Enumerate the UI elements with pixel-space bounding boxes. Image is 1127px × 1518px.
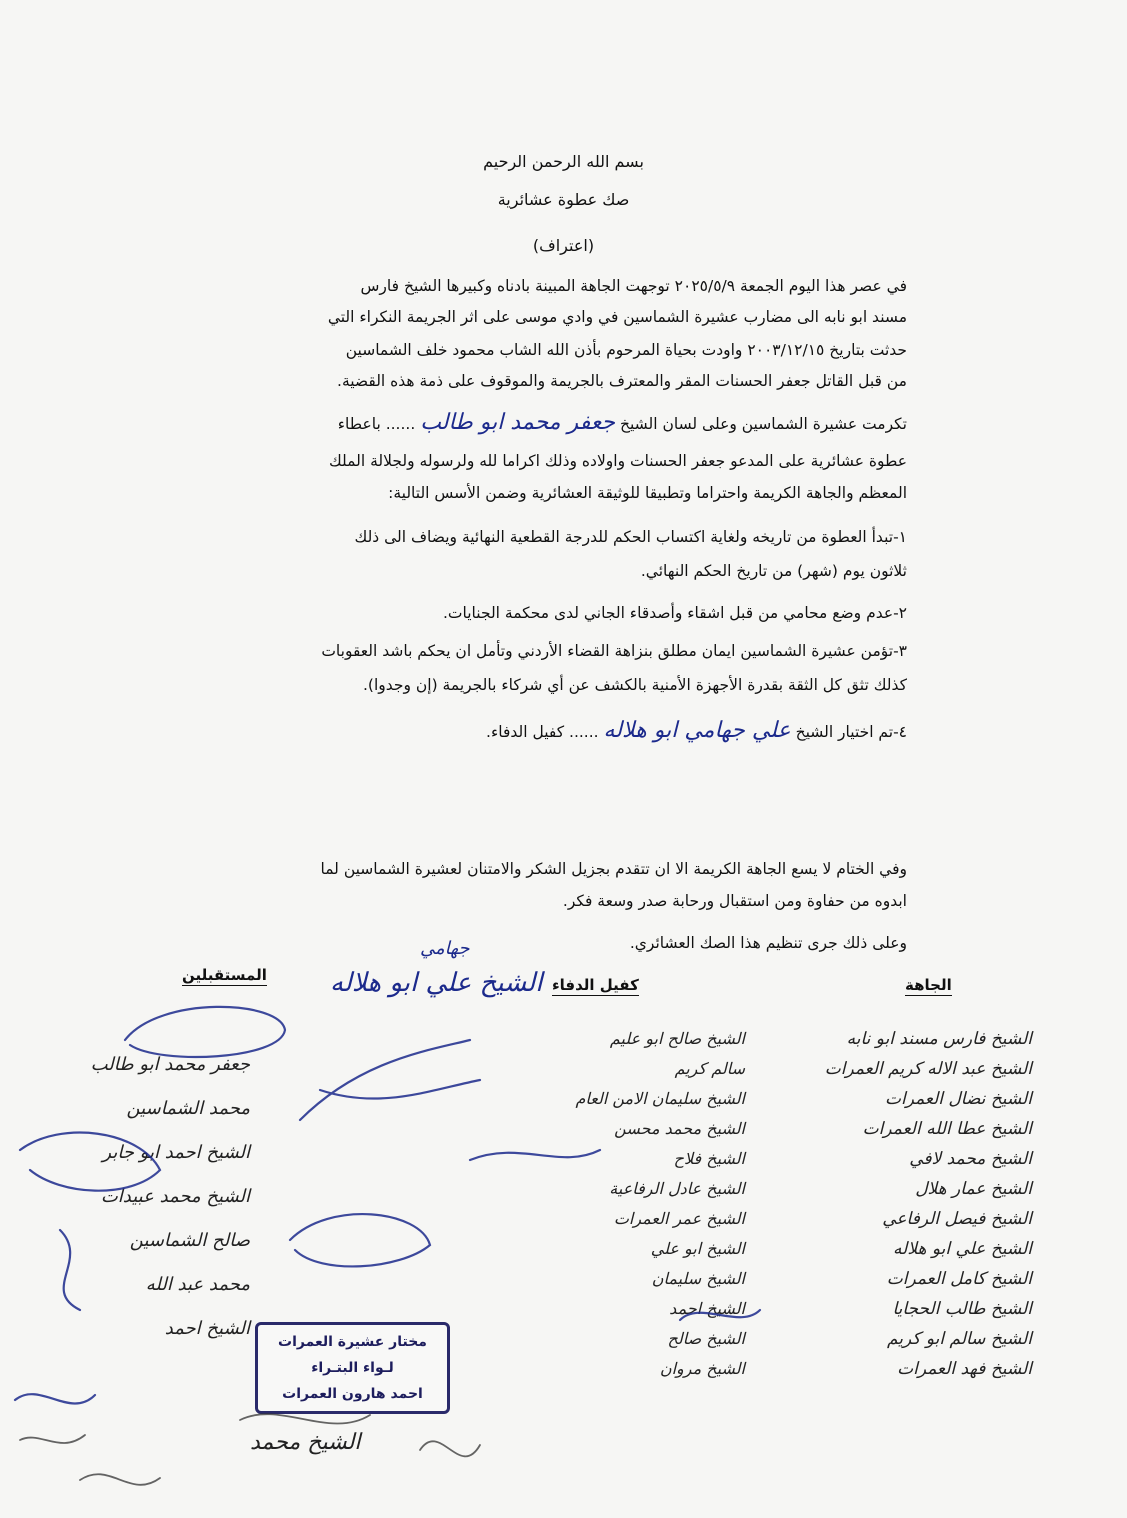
list-item: الشيخ علي ابو هلاله: [893, 1239, 1032, 1259]
jaha-signers-list: [732, 1024, 1032, 1384]
list-item: الشيخ سليمان الامن العام: [575, 1089, 745, 1108]
paragraph2-line-2: عطوة عشائرية على المدعو جعفر الحسنات واولاده وذلك اكراما لله ولرسوله ولجلالة الملك: [328, 452, 907, 470]
final-line: وعلى ذلك جرى تنظيم هذا الصك العشائري.: [629, 934, 907, 952]
list-item: الشيخ احمد: [164, 1318, 250, 1339]
handwritten-sheikh-name: جعفر محمد ابو طالب: [420, 410, 616, 435]
guarantor-signature-note: جهامي: [420, 938, 470, 959]
closing-line-1: وفي الختام لا يسع الجاهة الكريمة الا ان تتقدم بجزيل الشكر والامتنان لعشيرة الشماسين لما: [320, 860, 907, 878]
condition4-end: كفيل الدفاء.: [486, 723, 565, 741]
bottom-signature: الشيخ محمد: [250, 1430, 361, 1455]
list-item: محمد الشماسين: [126, 1098, 250, 1119]
condition-3-line-1: ٣-تؤمن عشيرة الشماسين ايمان مطلق بنزاهة القضاء الأردني وتأمل ان يحكم باشد العقوبات: [321, 642, 907, 660]
list-item: الشيخ محمد محسن: [614, 1119, 745, 1138]
stamp-line-3: احمد هارون العمرات: [282, 1386, 423, 1402]
receiver-signers-list: [20, 1050, 250, 1358]
paragraph1-line-2: مسند ابو نابه الى مضارب عشيرة الشماسين في وادي موسى على اثر الجريمة النكراء التي: [327, 308, 907, 326]
condition-1-line-2: ثلاثون يوم (شهر) من تاريخ الحكم النهائي.: [640, 562, 907, 580]
condition-1-line-1: ١-تبدأ العطوة من تاريخه ولغاية اكتساب الحكم للدرجة القطعية النهائية ويضاف الى ذلك: [354, 528, 907, 546]
official-stamp: [255, 1322, 450, 1414]
list-item: الشيخ عبد الاله كريم العمرات: [824, 1059, 1032, 1079]
list-item: الشيخ صالح: [667, 1329, 745, 1348]
stamp-line-1: مختار عشيرة العمرات: [278, 1334, 427, 1350]
header-guarantor: كفيل الدفاء: [552, 976, 639, 994]
list-item: الشيخ فيصل الرفاعي: [882, 1209, 1032, 1229]
list-item: الشيخ سالم ابو كريم: [886, 1329, 1032, 1349]
list-item: صالح الشماسين: [129, 1230, 250, 1251]
middle-signers-list: [455, 1024, 745, 1384]
list-item: الشيخ فارس مسند ابو نابه: [846, 1029, 1032, 1049]
list-item: الشيخ كامل العمرات: [886, 1269, 1032, 1289]
paragraph1-line-4: من قبل القاتل جعفر الحسنات المقر والمعترف بالجريمة والموقوف على ذمة هذه القضية.: [337, 372, 907, 390]
condition4-start: ٤-تم اختيار الشيخ: [795, 723, 907, 741]
header-receivers: المستقبلين: [182, 966, 267, 984]
list-item: الشيخ عمر العمرات: [613, 1209, 745, 1228]
list-item: الشيخ فهد العمرات: [897, 1359, 1032, 1379]
paragraph2-title-word: الشيخ: [619, 415, 658, 433]
list-item: الشيخ نضال العمرات: [884, 1089, 1032, 1109]
list-item: الشيخ عطا الله العمرات: [862, 1119, 1032, 1139]
basmala: بسم الله الرحمن الرحيم: [483, 152, 644, 171]
paragraph2-line-1: تكرمت عشيرة الشماسين وعلى لسان الشيخ جعفر محمد ابو طالب ...... باعطاء: [337, 410, 907, 435]
header-jaha: الجاهة: [905, 976, 952, 994]
list-item: الشيخ عمار هلال: [915, 1179, 1032, 1199]
paragraph2-start: تكرمت عشيرة الشماسين وعلى لسان: [662, 415, 907, 433]
stamp-line-2: لـواء البتـراء: [311, 1360, 394, 1376]
list-item: سالم كريم: [674, 1059, 745, 1078]
list-item: الشيخ احمد: [669, 1299, 745, 1318]
document-type: صك عطوة عشائرية: [497, 190, 630, 209]
closing-line-2: ابدوه من حفاوة ومن استقبال ورحابة صدر وسعة فكر.: [562, 892, 907, 910]
condition-4: ٤-تم اختيار الشيخ علي جهامي ابو هلاله ...... كفيل الدفاء.: [486, 718, 907, 743]
condition-3-line-2: كذلك تثق كل الثقة بقدرة الأجهزة الأمنية بالكشف عن أي شركاء بالجريمة (إن وجدوا).: [362, 676, 907, 694]
list-item: الشيخ سليمان: [651, 1269, 745, 1288]
list-item: الشيخ عادل الرفاعية: [609, 1179, 745, 1198]
condition-2: ٢-عدم وضع محامي من قبل اشقاء وأصدقاء الجاني لدى محكمة الجنايات.: [442, 604, 907, 622]
list-item: الشيخ احمد ابو جابر: [102, 1142, 250, 1163]
list-item: الشيخ مروان: [659, 1359, 745, 1378]
list-item: الشيخ محمد لافي: [909, 1149, 1032, 1169]
list-item: الشيخ طالب الحجايا: [892, 1299, 1032, 1319]
list-item: محمد عبد الله: [145, 1274, 250, 1295]
list-item: جعفر محمد ابو طالب: [90, 1054, 250, 1075]
paragraph1-line-3: حدثت بتاريخ ٢٠٠٣/١٢/١٥ واودت بحياة المرحوم بأذن الله الشاب محمود خلف الشماسين: [345, 341, 907, 359]
list-item: الشيخ فلاح: [673, 1149, 745, 1168]
list-item: الشيخ محمد عبيدات: [100, 1186, 250, 1207]
document-subtitle: (اعتراف): [532, 236, 595, 255]
list-item: الشيخ ابو علي: [650, 1239, 745, 1258]
handwritten-guarantor-name: علي جهامي ابو هلاله: [603, 718, 791, 743]
paragraph1-line-1: في عصر هذا اليوم الجمعة ٢٠٢٥/٥/٩ توجهت الجاهة المبينة بادناه وكبيرها الشيخ فارس: [360, 277, 907, 295]
paragraph2-end: باعطاء: [337, 415, 381, 433]
list-item: الشيخ صالح ابو عليم: [609, 1029, 745, 1048]
paragraph2-line-3: المعظم والجاهة الكريمة واحتراما وتطبيقا للوثيقة العشائرية وضمن الأسس التالية:: [388, 484, 907, 502]
guarantor-signature: الشيخ علي ابو هلاله: [330, 968, 543, 998]
